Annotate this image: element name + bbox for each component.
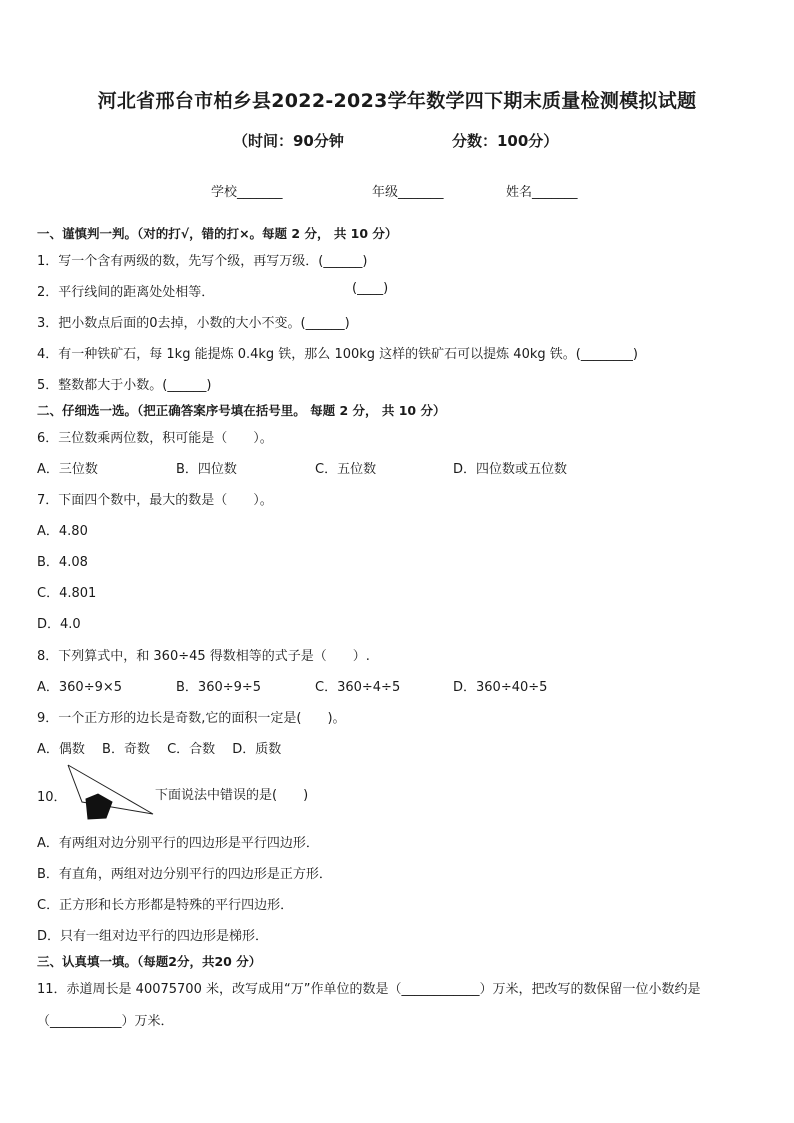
q7-option-d: D．4.0 bbox=[37, 617, 81, 632]
question-10-number: 10． bbox=[37, 790, 67, 805]
school-field: 学校_______ bbox=[211, 185, 283, 200]
question-7: 7．下面四个数中，最大的数是（ ）。 bbox=[37, 493, 273, 508]
question-6: 6．三位数乘两位数，积可能是（ ）。 bbox=[37, 431, 273, 446]
q7-option-c: C．4.801 bbox=[37, 586, 97, 601]
question-11-line-1: 11．赤道周长是 40075700 米，改写成用“万”作单位的数是（____________）万米，把改写的数保留一位小数约是 bbox=[37, 982, 701, 997]
q7-option-a: A．4.80 bbox=[37, 524, 88, 539]
q10-option-d: D．只有一组对边平行的四边形是梯形． bbox=[37, 929, 269, 944]
q9-options: A．偶数 B．奇数 C．合数 D．质数 bbox=[37, 742, 282, 757]
q8-option-b: B．360÷9÷5 bbox=[176, 680, 262, 695]
q7-option-b: B．4.08 bbox=[37, 555, 88, 570]
q6-option-b: B．四位数 bbox=[176, 462, 237, 477]
q10-option-a: A．有两组对边分别平行的四边形是平行四边形． bbox=[37, 836, 319, 851]
score-info: 分数：100分） bbox=[452, 132, 559, 150]
question-5: 5．整数都大于小数。(______) bbox=[37, 378, 212, 393]
question-8: 8．下列算式中，和 360÷45 得数相等的式子是（ ）. bbox=[37, 649, 370, 664]
exam-title: 河北省邢台市柏乡县2022-2023学年数学四下期末质量检测模拟试题 bbox=[97, 90, 697, 112]
question-1: 1．写一个含有两级的数，先写个级，再写万级．(______) bbox=[37, 254, 368, 269]
q6-option-c: C．五位数 bbox=[315, 462, 377, 477]
time-info: （时间：90分钟 bbox=[233, 132, 344, 150]
question-11-line-2: （___________）万米． bbox=[37, 1014, 174, 1029]
q10-option-c: C．正方形和长方形都是特殊的平行四边形． bbox=[37, 898, 294, 913]
q6-option-a: A．三位数 bbox=[37, 462, 98, 477]
name-field: 姓名_______ bbox=[506, 185, 578, 200]
question-9: 9．一个正方形的边长是奇数,它的面积一定是( )。 bbox=[37, 711, 346, 726]
question-4: 4．有一种铁矿石，每 1kg 能提炼 0.4kg 铁，那么 100kg 这样的铁矿石可以提炼 40kg 铁。(________) bbox=[37, 347, 638, 362]
section-3-heading: 三、认真填一填。（每题2分，共20 分） bbox=[37, 954, 262, 969]
quadrilateral-figure bbox=[62, 762, 156, 822]
question-3: 3．把小数点后面的0去掉，小数的大小不变。(______) bbox=[37, 316, 350, 331]
q10-option-b: B．有直角，两组对边分别平行的四边形是正方形． bbox=[37, 867, 332, 882]
grade-field: 年级_______ bbox=[372, 185, 444, 200]
q8-option-a: A．360÷9×5 bbox=[37, 680, 123, 695]
question-2: 2．平行线间的距离处处相等． bbox=[37, 285, 215, 300]
section-1-heading: 一、谨慎判一判。（对的打√，错的打×。每题 2 分， 共 10 分） bbox=[37, 226, 398, 241]
q8-option-d: D．360÷40÷5 bbox=[453, 680, 548, 695]
question-10: 下面说法中错误的是( ) bbox=[155, 788, 309, 803]
question-2-blank: (____) bbox=[352, 281, 389, 296]
q8-option-c: C．360÷4÷5 bbox=[315, 680, 401, 695]
section-2-heading: 二、仔细选一选。（把正确答案序号填在括号里。 每题 2 分， 共 10 分） bbox=[37, 403, 446, 418]
q6-option-d: D．四位数或五位数 bbox=[453, 462, 568, 477]
